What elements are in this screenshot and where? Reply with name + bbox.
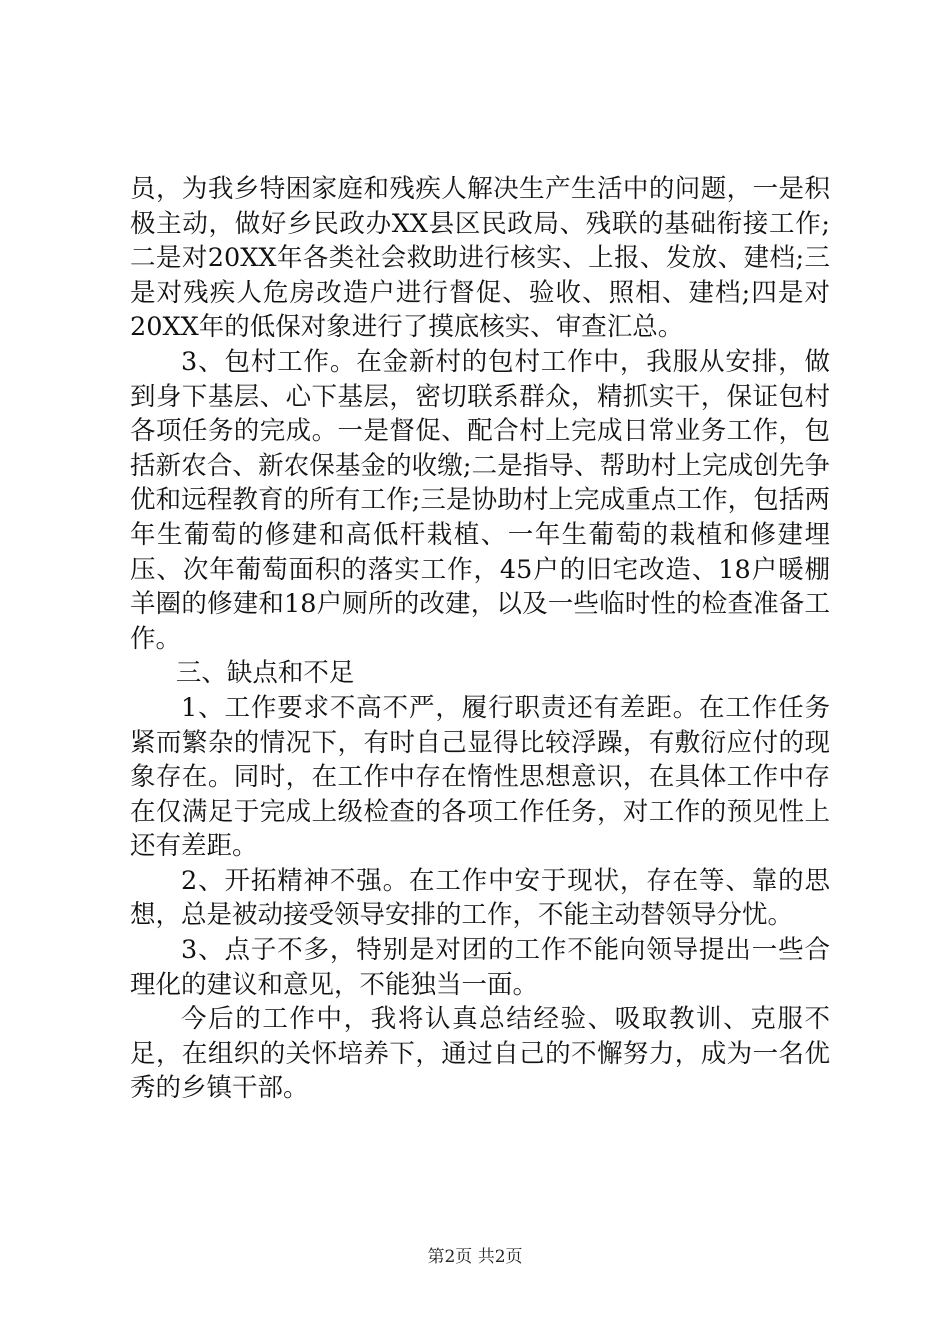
- page-number-footer: 第2页 共2页: [427, 1247, 523, 1267]
- document-body: [130, 172, 830, 1106]
- paragraph-future-work: 今后的工作中，我将认真总结经验、吸取教训、克服不足，在组织的关怀培养下，通过自己的不懈努力，成为一名优秀的乡镇干部。: [130, 1004, 830, 1104]
- section-heading-shortcomings: 三、缺点和不足: [175, 658, 355, 689]
- paragraph-shortcoming-1: 1、工作要求不高不严，履行职责还有差距。在工作任务紧而繁杂的情况下，有时自己显得比较浮躁，有敷衍应付的现象存在。同时，在工作中存在惰性思想意识，在具体工作中存在仅满足于完成上级检查的各项工作任务，对工作的预见性上还有差距。: [130, 692, 830, 862]
- paragraph-village-work: 3、包村工作。在金新村的包村工作中，我服从安排，做到身下基层、心下基层，密切联系群众，精抓实干，保证包村各项任务的完成。一是督促、配合村上完成日常业务工作，包括新农合、新农保基金的收缴;二是指导、帮助村上完成创先争优和远程教育的所有工作;三是协助村上完成重点工作，包括两年生葡萄的修建和高低杆栽植、一年生葡萄的栽植和修建埋压、次年葡萄面积的落实工作，45户的旧宅改造、18户暖棚羊圈的修建和18户厕所的改建，以及一些临时性的检查准备工作。: [130, 346, 830, 654]
- paragraph-continued: 员，为我乡特困家庭和残疾人解决生产生活中的问题，一是积极主动，做好乡民政办XX县区民政局、残联的基础衔接工作;二是对20XX年各类社会救助进行核实、上报、发放、建档;三是对残疾人危房改造户进行督促、验收、照相、建档;四是对20XX年的低保对象进行了摸底核实、审查汇总。: [130, 174, 830, 343]
- paragraph-shortcoming-3: 3、点子不多，特别是对团的工作不能向领导提出一些合理化的建议和意见，不能独当一面。: [130, 935, 830, 1000]
- paragraph-shortcoming-2: 2、开拓精神不强。在工作中安于现状，存在等、靠的思想，总是被动接受领导安排的工作，不能主动替领导分忧。: [130, 865, 830, 931]
